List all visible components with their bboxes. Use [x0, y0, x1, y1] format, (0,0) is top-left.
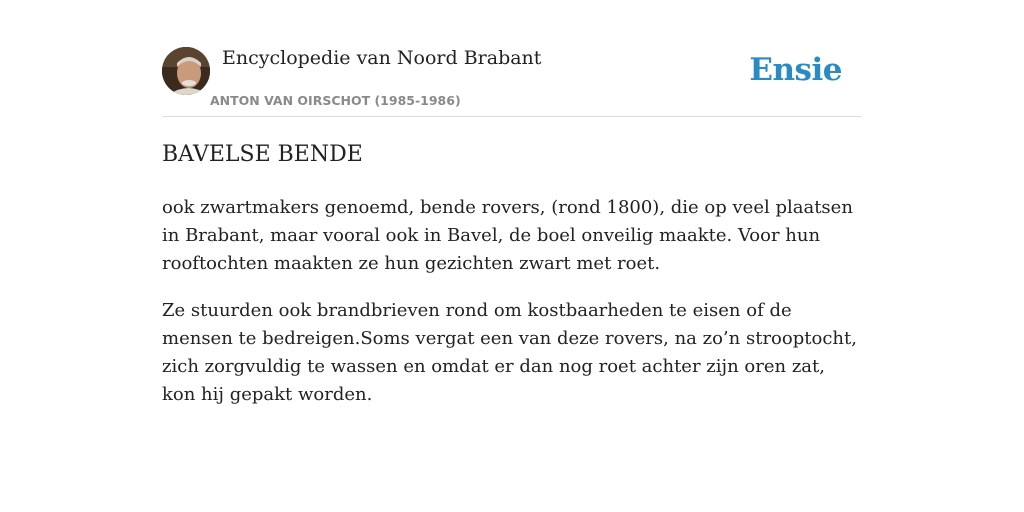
author-name[interactable]: ANTON VAN OIRSCHOT (1985-1986)	[210, 93, 461, 108]
author-avatar[interactable]	[162, 47, 210, 95]
source-header	[162, 46, 862, 117]
author-photo-icon	[162, 47, 210, 95]
entry-title: BAVELSE BENDE	[162, 142, 363, 167]
source-title[interactable]: Encyclopedie van Noord Brabant	[222, 47, 542, 69]
entry-paragraph: ook zwartmakers genoemd, bende rovers, (rond 1800), die op veel plaatsen in Brabant, maar vooral ook in Bavel, de boel onveilig maakte. Voor hun rooftochten maakten ze hun gezichten zwart met roet.	[162, 197, 853, 274]
entry-content	[162, 140, 862, 428]
entry-paragraph: Ze stuurden ook brandbrieven rond om kostbaarheden te eisen of de mensen te bedreigen.Soms vergat een van deze rovers, na zo’n strooptocht, zich zorgvuldig te wassen en omdat er dan nog roet achter zijn oren zat, kon hij gepakt worden.	[162, 300, 857, 405]
ensie-logo[interactable]: Ensie	[749, 52, 842, 88]
